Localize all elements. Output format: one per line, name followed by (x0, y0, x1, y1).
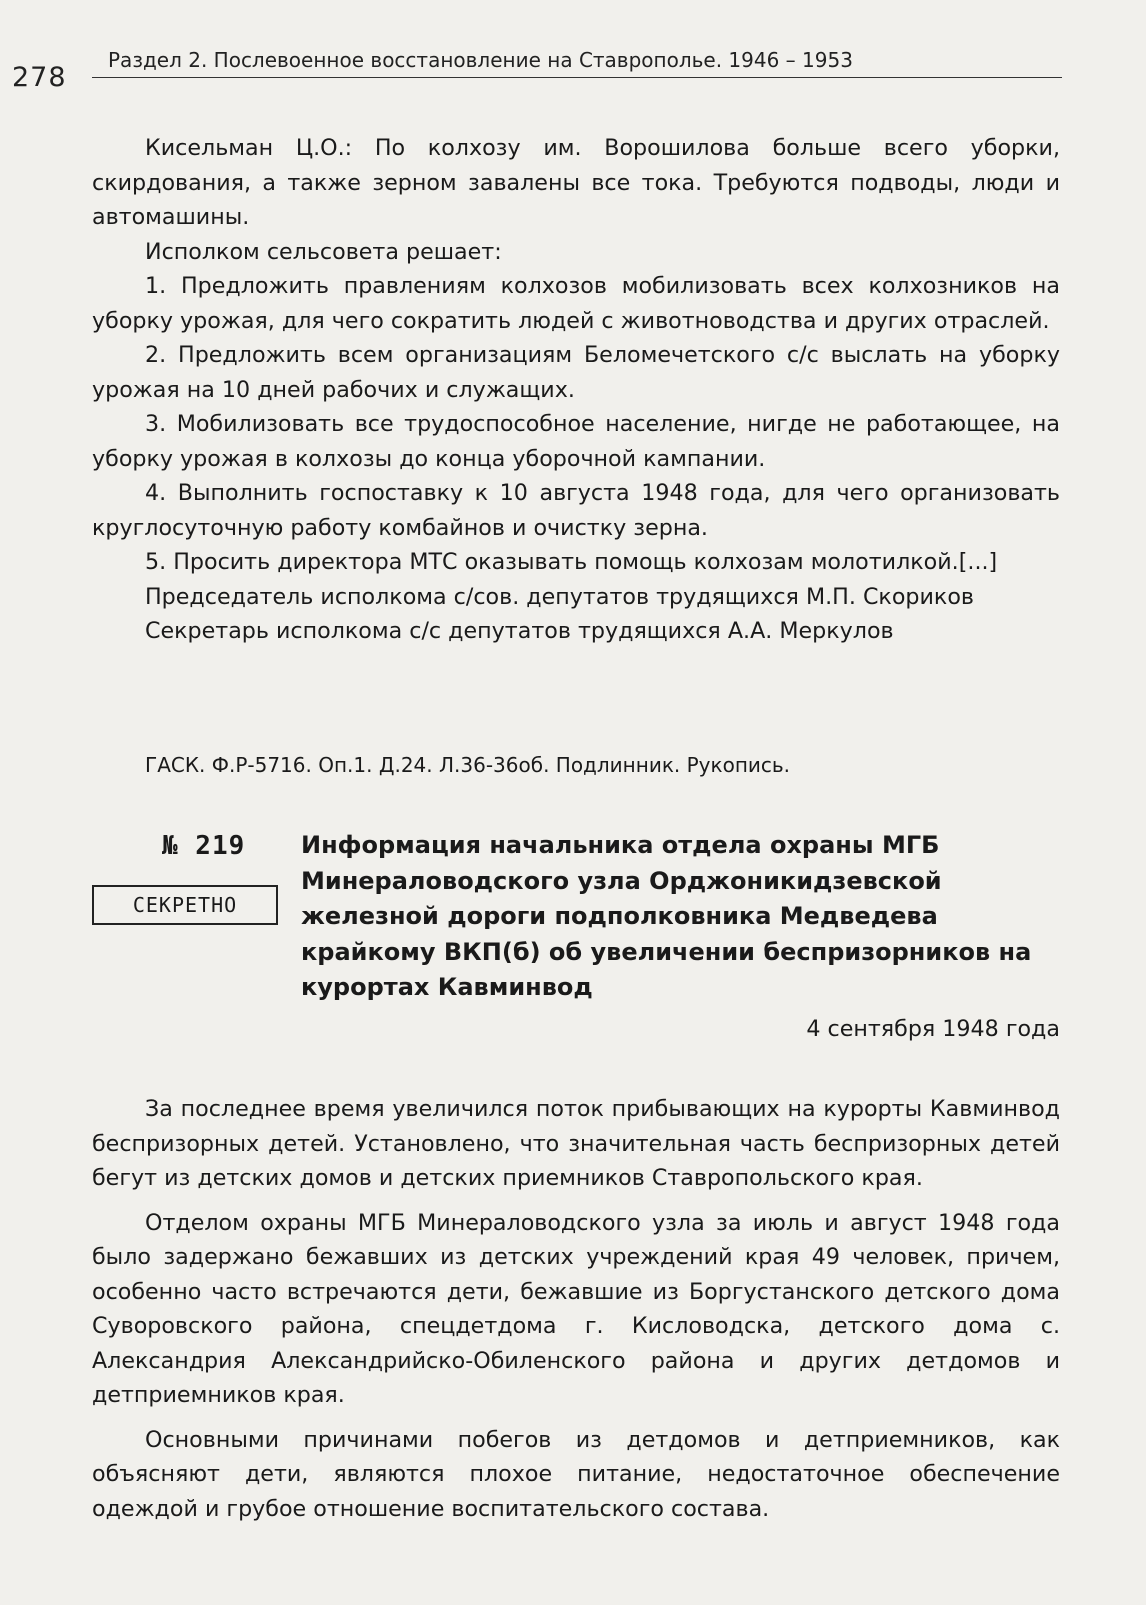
decision-item-5: 5. Просить директора МТС оказывать помощь колхозам молотилкой.[...] (145, 549, 998, 575)
page-number: 278 (12, 62, 67, 93)
body-paragraph-2: Отделом охраны МГБ Минераловодского узла за июль и август 1948 года было задержано бежавших из детских учреждений края 49 человек, причем, особенно часто встречаются дети, бежавшие из Боргустанского детского дома Суворовского района, спецдетдома г. Кисловодска, детского дома с. Александрия Александрийско-Обиленского района и других детдомов и детприемников края. (92, 1209, 1060, 1408)
document-number: № 219 (162, 831, 246, 861)
decision-item-1: 1. Предложить правлениям колхозов мобилизовать всех колхозников на уборку урожая, для чего сократить людей с животноводства и других отраслей. (92, 273, 1060, 334)
archive-source: ГАСК. Ф.Р-5716. Оп.1. Д.24. Л.36-36об. Подлинник. Рукопись. (145, 753, 791, 777)
body-paragraph-1: За последнее время увеличился поток прибывающих на курорты Кавминвод беспризорных детей. Установлено, что значительная часть беспризорных детей бегут из детских домов и детских приемников Ставропольского края. (92, 1096, 1060, 1191)
document-body (92, 1092, 1060, 1526)
continuation-section (92, 131, 1060, 649)
document-date: 4 сентября 1948 года (806, 1016, 1060, 1042)
decision-intro: Исполком сельсовета решает: (145, 238, 502, 265)
header-rule (92, 77, 1062, 78)
running-head: Раздел 2. Послевоенное восстановление на Ставрополье. 1946 – 1953 (108, 48, 853, 72)
decision-item-4: 4. Выполнить госпоставку к 10 августа 1948 года, для чего организовать круглосуточную работу комбайнов и очистку зерна. (92, 480, 1060, 541)
signature-secretary: Секретарь исполкома с/с депутатов трудящихся А.А. Меркулов (145, 618, 894, 644)
secret-stamp: СЕКРЕТНО (92, 885, 278, 925)
decision-item-3: 3. Мобилизовать все трудоспособное население, нигде не работающее, на уборку урожая в колхозы до конца уборочной кампании. (92, 411, 1060, 472)
document-title: Информация начальника отдела охраны МГБ Минераловодского узла Орджоникидзевской железной дороги подполковника Медведева крайкому ВКП(б) об увеличении беспризорников на курортах Кавминвод (301, 831, 1032, 1001)
speech-paragraph: Кисельман Ц.О.: По колхозу им. Ворошилова больше всего уборки, скирдования, а также зерном завалены все тока. Требуются подводы, люди и автомашины. (92, 135, 1060, 230)
body-paragraph-3: Основными причинами побегов из детдомов и детприемников, как объясняют дети, являются плохое питание, недостаточное обеспечение одеждой и грубое отношение воспитательского состава. (92, 1426, 1060, 1522)
signature-chairman: Председатель исполкома с/сов. депутатов трудящихся М.П. Скориков (145, 583, 974, 610)
decision-item-2: 2. Предложить всем организациям Беломечетского с/с выслать на уборку урожая на 10 дней рабочих и служащих. (92, 342, 1060, 403)
